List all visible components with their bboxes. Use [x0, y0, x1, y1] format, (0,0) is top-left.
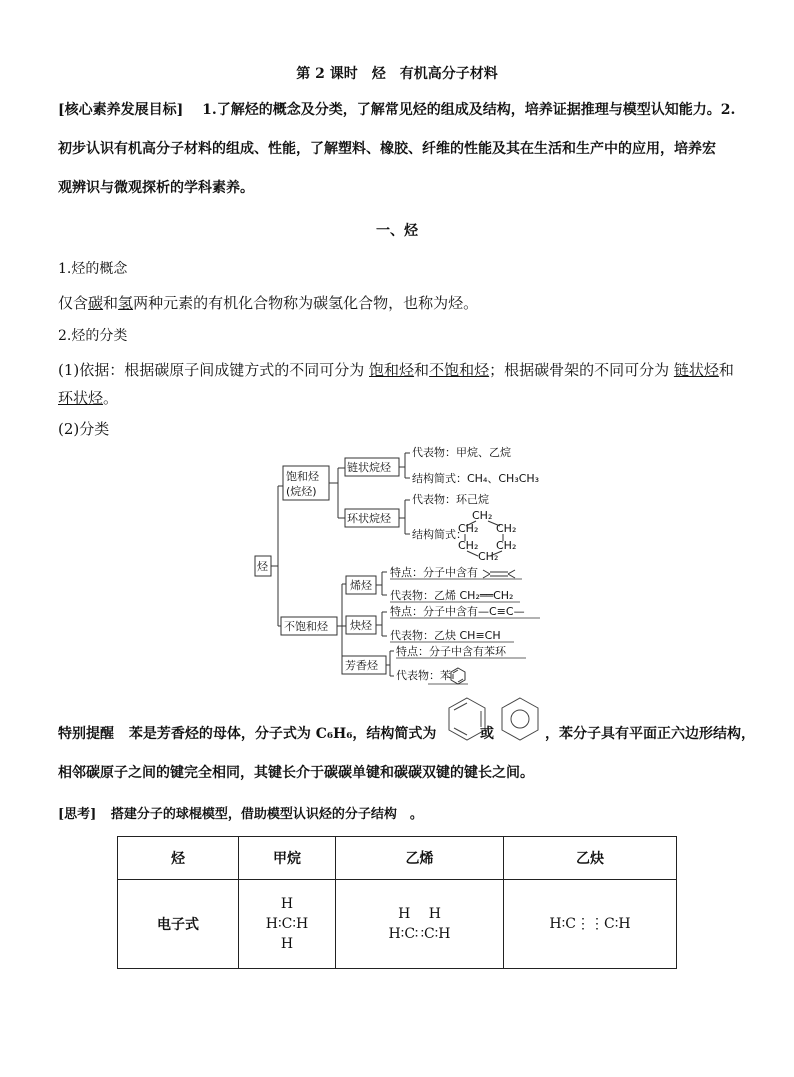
- goals-line-1: [核心素养发展目标] 1.了解烃的概念及分类，了解常见烃的组成及结构，培养证据推理与模型认知能力。2.: [58, 102, 736, 118]
- saturated-sub: (烷烃): [286, 485, 317, 498]
- alkyne-feature: 特点：分子中含有—C≡C—: [390, 605, 525, 618]
- goals-label: [核心素养发展目标]: [58, 102, 184, 118]
- blank-unsaturated: 不饱和烃: [429, 361, 490, 379]
- ethylene-electron-formula: H H H∶C∷C∶H: [336, 880, 504, 969]
- aromatic-rep: 代表物：苯: [396, 669, 451, 682]
- hydrocarbon-table: [117, 836, 677, 969]
- concept-heading: 1.烃的概念: [58, 261, 128, 277]
- benzene-circle-icon: [498, 695, 542, 743]
- table-header-row: [118, 837, 677, 880]
- table-header: 甲烷: [239, 837, 336, 880]
- svg-text:CH₂: CH₂: [496, 522, 517, 535]
- svg-text:CH₂: CH₂: [472, 509, 493, 522]
- alkene-label: 烯烃: [350, 579, 372, 592]
- svg-text:CH₂: CH₂: [458, 522, 479, 535]
- table-header: 乙炔: [504, 837, 677, 880]
- classify-basis-line2: 环状烃。: [58, 389, 119, 407]
- goals-line-3: 观辨识与微观探析的学科素养。: [58, 180, 254, 196]
- blank-saturated: 饱和烃: [369, 361, 415, 379]
- classify-basis-line1: (1)依据：根据碳原子间成键方式的不同可分为 饱和烃和不饱和烃；根据碳骨架的不同可分为 链状烃和: [58, 361, 734, 379]
- alkene-feature: 特点：分子中含有: [390, 566, 478, 579]
- note-label: 特别提醒: [58, 726, 114, 742]
- blank-chain: 链状烃: [673, 361, 719, 379]
- alkyne-label: 炔烃: [350, 619, 372, 632]
- benzene-icon: [451, 668, 465, 684]
- note-line-2: 相邻碳原子之间的键完全相同，其键长介于碳碳单键和碳碳双键的键长之间。: [58, 765, 534, 781]
- blank-ring: 环状烃: [58, 389, 104, 407]
- note-line-1-end: ，苯分子具有平面正六边形结构，: [545, 726, 755, 742]
- page-title: 第 2 课时 烃 有机高分子材料: [296, 66, 498, 82]
- classify-sub2: (2)分类: [58, 420, 110, 438]
- chain-alkane-label: 链状烷烃: [347, 461, 391, 474]
- chain-formula: 结构简式：CH₄、CH₃CH₃: [412, 472, 540, 485]
- ring-alkane-label: 环状烷烃: [347, 512, 391, 525]
- unsaturated-label: 不饱和烃: [284, 620, 328, 633]
- section-heading: 一、烃: [376, 223, 418, 239]
- table-header: 烃: [118, 837, 239, 880]
- svg-text:CH₂: CH₂: [458, 539, 479, 552]
- goals-line-2: 初步认识有机高分子材料的组成、性能，了解塑料、橡胶、纤维的性能及其在生活和生产中的应用，培养宏: [58, 141, 716, 157]
- alkene-rep: 代表物：乙烯 CH₂══CH₂: [390, 589, 514, 602]
- note-or: 或: [480, 726, 494, 742]
- blank-carbon: 碳: [88, 294, 104, 312]
- blank-hydrogen: 氢: [118, 294, 134, 312]
- svg-text:CH₂: CH₂: [496, 539, 517, 552]
- aromatic-feature: 特点：分子中含有苯环: [396, 645, 506, 658]
- classify-heading: 2.烃的分类: [58, 328, 128, 344]
- note-line-1: 特别提醒 苯是芳香烃的母体，分子式为 C₆H₆，结构简式为: [58, 726, 437, 742]
- ring-formula: 结构简式：: [412, 528, 467, 541]
- chain-rep: 代表物：甲烷、乙烷: [412, 446, 511, 459]
- alkyne-rep: 代表物：乙炔 CH≡CH: [390, 629, 501, 642]
- classification-diagram: [250, 438, 550, 688]
- saturated-label: 饱和烃: [286, 470, 319, 483]
- root-label: 烃: [257, 560, 268, 573]
- table-row: [118, 880, 677, 969]
- svg-text:CH₂: CH₂: [478, 550, 499, 563]
- concept-text: 仅含碳和氢两种元素的有机化合物称为碳氢化合物，也称为烃。: [58, 294, 479, 312]
- acetylene-electron-formula: H∶C⋮⋮C∶H: [504, 880, 677, 969]
- think-label: [思考]: [58, 807, 97, 822]
- think-line: [思考] 搭建分子的球棍模型，借助模型认识烃的分子结构 。: [58, 807, 423, 822]
- row-label: 电子式: [118, 880, 239, 969]
- methane-electron-formula: H H∶C∶H H: [239, 880, 336, 969]
- ring-rep: 代表物：环己烷: [412, 493, 489, 506]
- table-header: 乙烯: [336, 837, 504, 880]
- aromatic-label: 芳香烃: [345, 659, 378, 672]
